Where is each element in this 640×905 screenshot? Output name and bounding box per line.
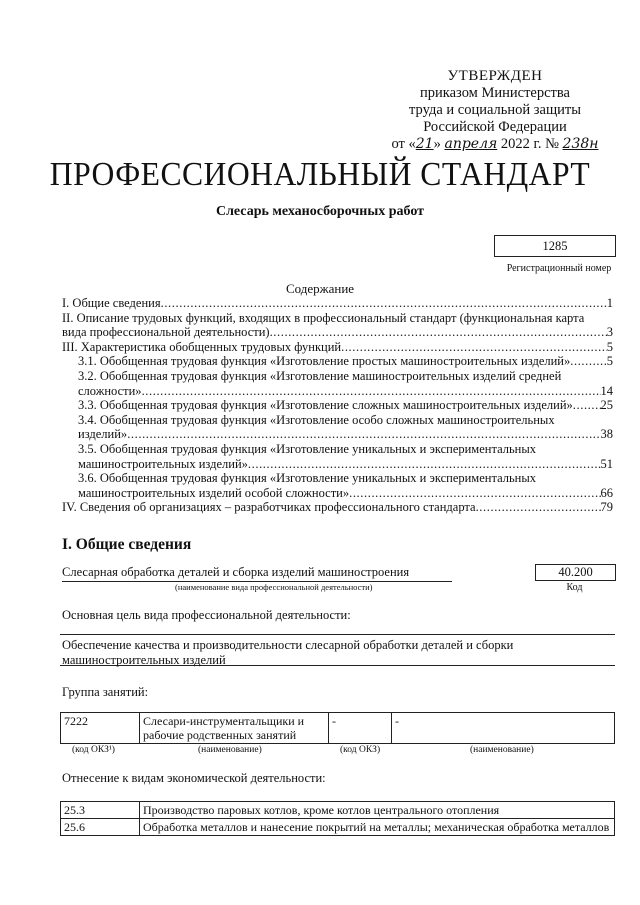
- section-heading: I. Общие сведения: [62, 536, 192, 553]
- table-row: [61, 819, 615, 836]
- approval-date-line: [380, 136, 610, 153]
- goal-text: Обеспечение качества и производительности слесарной обработки деталей и сборки машиностроительных изделий: [60, 634, 615, 666]
- toc-entry[interactable]: [62, 442, 613, 471]
- toc-entry[interactable]: [62, 296, 613, 311]
- goal-label: Основная цель вида профессиональной деятельности:: [62, 608, 351, 622]
- activity-code-box: 40.200: [535, 564, 616, 581]
- toc-entry-page: 5: [606, 339, 613, 354]
- toc-entry-text: 3.2. Обобщенная трудовая функция «Изготовление машиностроительных изделий средней: [78, 368, 562, 383]
- toc-entry[interactable]: [62, 500, 613, 515]
- table-of-contents: [62, 296, 613, 515]
- okved-name-cell: Производство паровых котлов, кроме котлов центрального отопления: [140, 802, 615, 819]
- toc-entry-text: 3.5. Обобщенная трудовая функция «Изготовление уникальных и экспериментальных: [78, 441, 537, 456]
- toc-entry[interactable]: [62, 369, 613, 398]
- toc-entry[interactable]: [62, 340, 613, 355]
- toc-entry-page: 14: [600, 383, 613, 398]
- toc-entry[interactable]: [62, 471, 613, 500]
- group-caption: (код ОКЗ): [340, 745, 381, 755]
- activity-name: Слесарная обработка деталей и сборка изделий машиностроения: [62, 565, 452, 582]
- group-caption: (наименование): [198, 745, 262, 755]
- table-row: [61, 802, 615, 819]
- toc-entry-text: 3.4. Обобщенная трудовая функция «Изготовление особо сложных машиностроительных: [78, 412, 555, 427]
- document-subtitle: Слесарь механосборочных работ: [215, 204, 425, 219]
- okz-name2-cell: -: [392, 713, 615, 744]
- occupation-group-label: Группа занятий:: [62, 685, 149, 699]
- approval-line: Российской Федерации: [423, 119, 567, 135]
- approval-line: труда и социальной защиты: [409, 102, 581, 118]
- toc-entry-text: I. Общие сведения: [62, 296, 161, 310]
- date-mid: »: [433, 136, 441, 152]
- toc-entry-page: 51: [600, 456, 613, 471]
- econ-activity-label: Отнесение к видам экономической деятельности:: [62, 771, 326, 785]
- approval-line: приказом Министерства: [420, 85, 570, 101]
- registration-number-box: 1285: [494, 235, 616, 257]
- toc-entry-page: 25: [600, 398, 613, 413]
- document-title: ПРОФЕССИОНАЛЬНЫЙ СТАНДАРТ: [49, 156, 591, 193]
- toc-entry-text: II. Описание трудовых функций, входящих в профессиональный стандарт (функциональная карта: [62, 310, 585, 325]
- okved-code-cell: 25.6: [61, 819, 140, 836]
- date-year: 2022 г. №: [500, 136, 559, 152]
- date-prefix: от «: [391, 136, 416, 152]
- occupation-group-table: [60, 712, 615, 744]
- handwritten-number: 238н: [562, 136, 599, 152]
- toc-entry[interactable]: [62, 311, 613, 340]
- toc-entry-text: III. Характеристика обобщенных трудовых функций: [62, 339, 342, 354]
- toc-entry-text: 3.1. Обобщенная трудовая функция «Изготовление простых машиностроительных изделий»: [78, 354, 571, 369]
- toc-entry[interactable]: [62, 354, 613, 369]
- toc-entry-page: 38: [600, 427, 613, 442]
- toc-entry-page: 66: [600, 485, 613, 500]
- econ-activity-table: [60, 801, 615, 836]
- okved-code-cell: 25.3: [61, 802, 140, 819]
- toc-entry-page: 5: [606, 354, 613, 369]
- toc-entry-page: 79: [600, 500, 613, 515]
- table-row: [61, 713, 615, 744]
- toc-entry[interactable]: [62, 413, 613, 442]
- activity-code-caption: Код: [566, 582, 583, 593]
- toc-entry-page: 1: [606, 296, 613, 310]
- toc-entry-text: машиностроительных изделий особой сложности»: [78, 485, 350, 500]
- handwritten-day: 21: [415, 136, 434, 152]
- toc-entry[interactable]: [62, 398, 613, 413]
- toc-entry-text: IV. Сведения об организациях – разработчиках профессионального стандарта: [62, 500, 476, 515]
- group-caption: (код ОКЗ¹): [72, 745, 115, 755]
- registration-number-label: Регистрационный номер: [506, 263, 612, 274]
- toc-entry-text: вида профессиональной деятельности): [62, 325, 270, 340]
- toc-entry-text: сложности»: [78, 383, 142, 398]
- okz-code-cell: 7222: [61, 713, 140, 744]
- group-caption: (наименование): [470, 745, 534, 755]
- okved-name-cell: Обработка металлов и нанесение покрытий на металлы; механическая обработка металлов: [140, 819, 615, 836]
- toc-entry-text: машиностроительных изделий»: [78, 456, 248, 471]
- toc-entry-page: 3: [606, 325, 613, 340]
- toc-entry-text: 3.6. Обобщенная трудовая функция «Изготовление уникальных и экспериментальных: [78, 471, 537, 486]
- okz-name-cell: Слесари-инструментальщики и рабочие родственных занятий: [140, 713, 329, 744]
- approval-block: [380, 68, 610, 153]
- toc-heading: Содержание: [285, 281, 355, 296]
- toc-entry-text: изделий»: [78, 427, 128, 442]
- handwritten-month: апреля: [444, 136, 498, 152]
- okz-code2-cell: -: [329, 713, 392, 744]
- approval-title: УТВЕРЖДЕН: [447, 68, 543, 84]
- toc-entry-text: 3.3. Обобщенная трудовая функция «Изготовление сложных машиностроительных изделий»: [78, 398, 573, 413]
- activity-caption: (наименование вида профессиональной деятельности): [175, 582, 373, 592]
